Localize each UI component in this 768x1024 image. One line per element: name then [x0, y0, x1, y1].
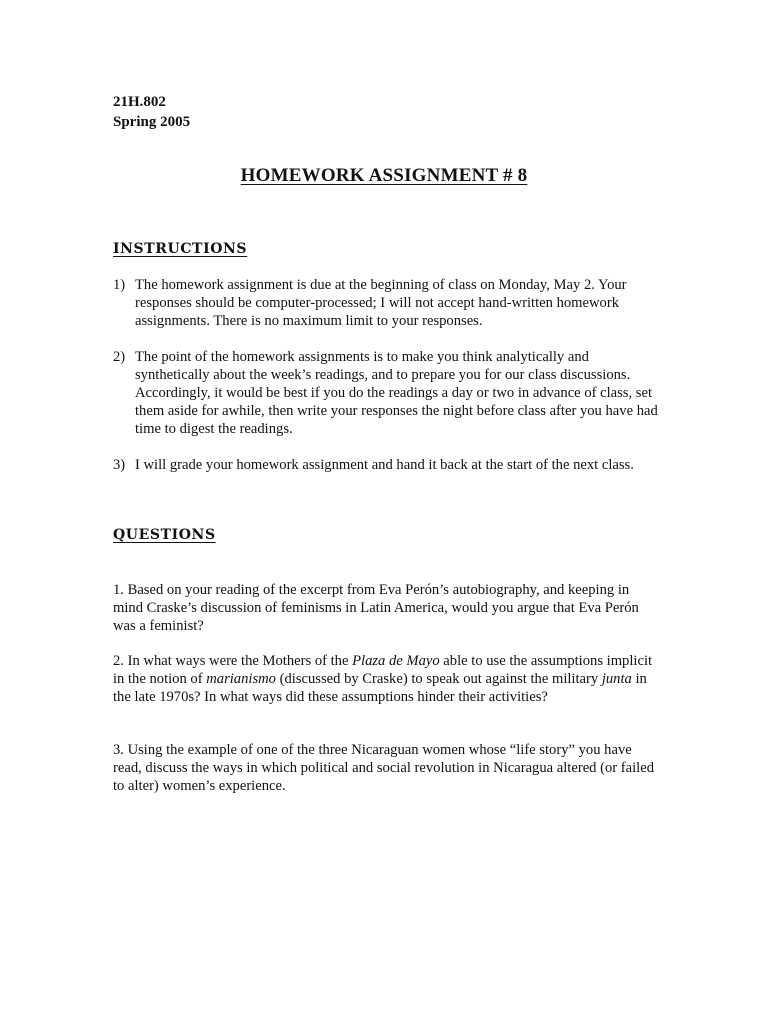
- course-info: [113, 92, 190, 132]
- instructions-heading: INSTRUCTIONS: [113, 241, 248, 257]
- instruction-number: 2): [113, 349, 126, 365]
- course-code: 21H.802: [113, 94, 166, 110]
- question-2-text-part: (discussed by Craske) to speak out against the military: [275, 671, 602, 687]
- instruction-number: 3): [113, 457, 126, 473]
- question-2-italic-term: marianismo: [206, 671, 276, 687]
- instruction-item: [113, 276, 658, 330]
- instruction-item: [113, 348, 658, 438]
- questions-heading: QUESTIONS: [113, 527, 216, 543]
- document-title-container: [0, 165, 768, 187]
- instruction-number: 1): [113, 277, 126, 293]
- instruction-text: The homework assignment is due at the beginning of class on Monday, May 2. Your responses should be computer-processed; I will not accept hand-written homework assignments. There is no maximum limit to your responses.: [135, 277, 627, 329]
- question-2-italic-term: junta: [601, 671, 632, 687]
- instruction-text: I will grade your homework assignment and hand it back at the start of the next class.: [135, 457, 634, 473]
- question-2: [113, 652, 658, 706]
- question-2-italic-term: Plaza de Mayo: [352, 653, 440, 669]
- instruction-text: The point of the homework assignments is to make you think analytically and synthetically about the week’s readings, and to prepare you for our class discussions. Accordingly, it would be best if you do the readings a day or two in advance of class, set them aside for awhile, then write your responses the night before class after you have had time to digest the readings.: [135, 349, 658, 437]
- question-1: 1. Based on your reading of the excerpt from Eva Perón’s autobiography, and keeping in mind Craske’s discussion of feminisms in Latin America, would you argue that Eva Perón was a feminist?: [113, 582, 639, 634]
- instruction-item: [113, 456, 658, 474]
- question-2-text-part: 2. In what ways were the Mothers of the: [113, 653, 353, 669]
- question-3: 3. Using the example of one of the three Nicaraguan women whose “life story” you have read, discuss the ways in which political and social revolution in Nicaragua altered (or failed to alter) women’s experience.: [113, 742, 655, 794]
- document-title: HOMEWORK ASSIGNMENT # 8: [240, 165, 528, 186]
- question-2-text-part: in the late 1970s? In what ways did these assumptions hinder their activities?: [113, 671, 647, 705]
- course-term: Spring 2005: [113, 114, 191, 130]
- question-2-text-part: able to use the assumptions implicit in the notion of: [113, 653, 653, 687]
